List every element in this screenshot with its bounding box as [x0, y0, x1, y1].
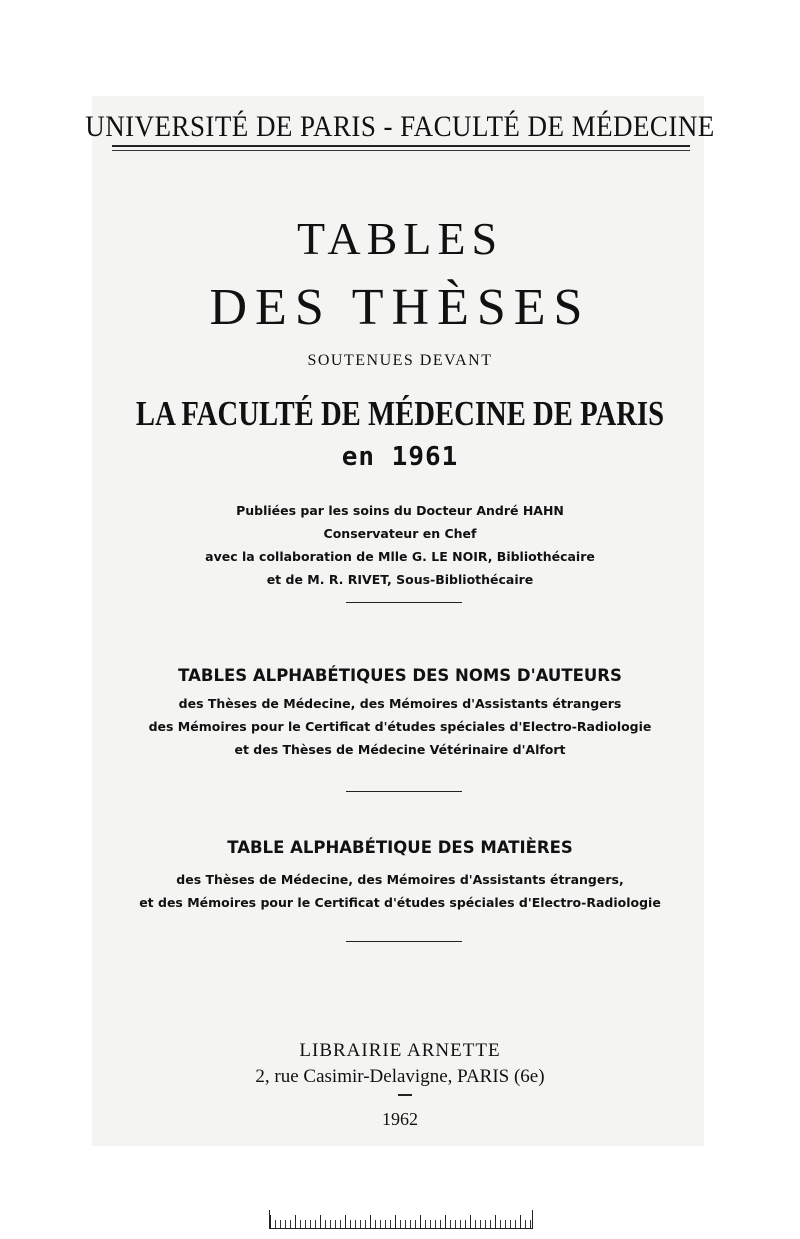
publisher-address: 2, rue Casimir-Delavigne, PARIS (6e) [255, 1066, 545, 1087]
institution-header: UNIVERSITÉ DE PARIS - FACULTÉ DE MÉDECINE [85, 110, 715, 143]
divider [346, 791, 462, 792]
publisher-name: LIBRAIRIE ARNETTE [299, 1040, 501, 1061]
faculty-name: LA FACULTÉ DE MÉDECINE DE PARIS [135, 394, 665, 433]
section-line: et des Thèses de Médecine Vétérinaire d'Alfort [234, 742, 566, 757]
section-line: des Thèses de Médecine, des Mémoires d'Assistants étrangers, [176, 872, 624, 887]
credit-line: avec la collaboration de Mlle G. LE NOIR, Bibliothécaire [205, 549, 595, 564]
section-line: des Thèses de Médecine, des Mémoires d'Assistants étrangers [178, 696, 622, 711]
header-rule-thick [112, 145, 690, 147]
title-line-2: DES THÈSES [209, 279, 591, 336]
divider [346, 602, 462, 603]
title-year: en 1961 [341, 442, 459, 472]
header-rule-thin [112, 150, 690, 151]
ruler-major-ticks [270, 1210, 532, 1228]
publication-year: 1962 [382, 1109, 418, 1129]
section-title-authors: TABLES ALPHABÉTIQUES DES NOMS D'AUTEURS [178, 666, 622, 685]
short-divider [398, 1094, 412, 1096]
section-title-subjects: TABLE ALPHABÉTIQUE DES MATIÈRES [227, 838, 573, 857]
credit-line: Conservateur en Chef [323, 526, 477, 541]
section-line: et des Mémoires pour le Certificat d'études spéciales d'Electro-Radiologie [139, 895, 661, 910]
section-line: des Mémoires pour le Certificat d'études spéciales d'Electro-Radiologie [148, 719, 652, 734]
title-line-1: TABLES [296, 213, 504, 264]
scan-ruler-icon [269, 1210, 533, 1229]
subtitle: SOUTENUES DEVANT [307, 352, 493, 369]
divider [346, 941, 462, 942]
credit-line: Publiées par les soins du Docteur André HAHN [236, 503, 564, 518]
credit-line: et de M. R. RIVET, Sous-Bibliothécaire [266, 572, 534, 587]
